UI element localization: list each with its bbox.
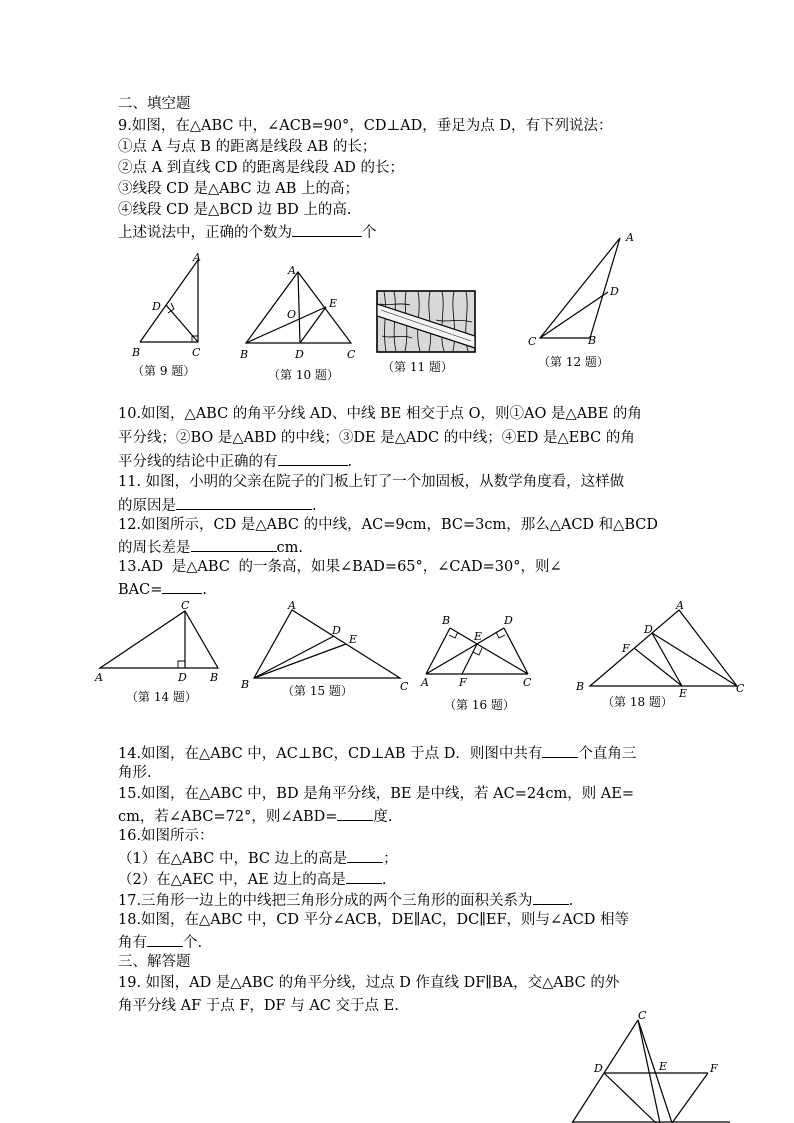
fig10-label-d: D — [295, 348, 304, 361]
fig9-label-c: C — [192, 346, 201, 359]
q16-part2-end: . — [381, 872, 387, 888]
figure-16 — [418, 610, 543, 715]
q16-part2-blank[interactable] — [346, 868, 382, 884]
fig10-label-a: A — [288, 264, 296, 277]
q17-line-1 — [118, 889, 573, 911]
q11-line-1: 11. 如图，小明的父亲在院子的门板上钉了一个加固板，从数学角度看，这样做 — [118, 474, 625, 490]
fig18-caption: （第 18 题） — [602, 695, 673, 709]
q16-part1-end: ； — [383, 851, 398, 867]
fig12-label-c: C — [528, 335, 537, 348]
fig10-label-o: O — [287, 308, 297, 321]
q9-statement-4: ④线段 CD 是△BCD 边 BD 上的高. — [118, 202, 352, 218]
q16-part1-text: （1）在△ABC 中，BC 边上的高是 — [118, 851, 348, 867]
fig10-label-b: B — [240, 348, 249, 361]
fig18-label-f: F — [622, 642, 630, 655]
fig15-label-a: A — [288, 599, 296, 612]
q18-text: 角有 — [118, 935, 147, 951]
figure-14 — [92, 598, 232, 710]
q12-answer-blank[interactable] — [191, 536, 277, 552]
q13-text: BAC= — [118, 582, 163, 598]
q12-line-2 — [118, 536, 303, 558]
fig14-label-a: A — [95, 671, 103, 684]
fig18-label-e: E — [679, 687, 688, 700]
fig16-label-d: D — [504, 614, 513, 627]
q13-end: . — [202, 582, 207, 598]
figure-18 — [572, 598, 752, 713]
q16-line-2 — [118, 847, 398, 869]
figure-15 — [240, 598, 415, 703]
fig9-caption: （第 9 题） — [132, 364, 196, 378]
q14-answer-blank[interactable] — [542, 742, 578, 758]
figure-12 — [522, 228, 647, 378]
q18-end: 个. — [183, 935, 203, 951]
q13-line-2 — [118, 578, 207, 600]
q9-stem: 9.如图，在△ABC 中，∠ACB=90°，CD⊥AD，垂足为点 D，有下列说法： — [118, 118, 613, 134]
fig18-label-b: B — [576, 680, 585, 693]
section-answer-heading: 三、解答题 — [118, 954, 191, 970]
fig12-label-a: A — [626, 231, 634, 244]
q11-text: 的原因是 — [118, 498, 176, 514]
fig12-label-b: B — [588, 334, 597, 347]
fig10-label-e: E — [329, 297, 338, 310]
q14-text-end: 个直角三 — [578, 746, 637, 762]
q10-line-2: 平分线；②BO 是△ABD 的中线；③DE 是△ADC 的中线；④ED 是△EBC 的角 — [118, 430, 635, 446]
fig19-label-c: C — [638, 1009, 647, 1022]
fig15-label-b: B — [241, 678, 250, 691]
fig9-label-a: A — [193, 251, 201, 264]
fig14-label-b: B — [210, 671, 219, 684]
fig19-label-d: D — [594, 1062, 603, 1075]
figure-19 — [570, 1008, 754, 1123]
q11-line-2 — [118, 494, 317, 516]
q16-part1-blank[interactable] — [347, 847, 383, 863]
fig15-label-c: C — [400, 680, 409, 693]
q9-statement-2: ②点 A 到直线 CD 的距离是线段 AD 的长； — [118, 160, 404, 176]
q16-line-1: 16.如图所示： — [118, 828, 214, 844]
q14-text: 14.如图，在△ABC 中，AC⊥BC，CD⊥AB 于点 D．则图中共有 — [118, 746, 543, 762]
fig14-label-d: D — [178, 671, 187, 684]
q9-answer-blank[interactable] — [292, 221, 362, 237]
q10-text: 平分线的结论中正确的有 — [118, 454, 278, 470]
q10-line-1: 10.如图，△ABC 的角平分线 AD、中线 BE 相交于点 O，则①AO 是△ABE 的角 — [118, 406, 642, 422]
q18-answer-blank[interactable] — [147, 931, 183, 947]
q13-line-1: 13.AD 是△ABC 的一条高，如果∠BAD=65°，∠CAD=30°，则∠ — [118, 559, 562, 575]
figure-10 — [236, 260, 366, 385]
fig16-caption: （第 16 题） — [444, 698, 515, 712]
fig16-label-b: B — [442, 614, 451, 627]
q13-answer-blank[interactable] — [162, 578, 202, 594]
q16-line-3 — [118, 868, 386, 890]
q19-line-1: 19. 如图，AD 是△ABC 的角平分线，过点 D 作直线 DF∥BA，交△ABC 的外 — [118, 975, 620, 991]
q17-text: 17.三角形一边上的中线把三角形分成的两个三角形的面积关系为 — [118, 893, 533, 909]
q14-line-2: 角形. — [118, 765, 152, 781]
fig18-label-a: A — [676, 599, 684, 612]
fig10-caption: （第 10 题） — [268, 368, 339, 382]
fig18-label-c: C — [736, 682, 745, 695]
q16-part2-text: （2）在△AEC 中，AE 边上的高是 — [118, 872, 346, 888]
q18-line-2 — [118, 931, 202, 953]
q15-end: 度. — [373, 809, 393, 825]
section-fill-blank-heading: 二、填空题 — [118, 96, 191, 112]
fig14-label-c: C — [181, 599, 190, 612]
q14-line-1 — [118, 742, 636, 764]
fig16-label-e: E — [474, 630, 483, 643]
q9-statement-3: ③线段 CD 是△ABC 边 AB 上的高； — [118, 181, 360, 197]
fig15-caption: （第 15 题） — [282, 684, 353, 698]
q10-line-3 — [118, 450, 352, 472]
q17-answer-blank[interactable] — [533, 889, 569, 905]
q12-end: cm. — [276, 540, 303, 556]
fig16-label-c: C — [523, 676, 532, 689]
fig12-caption: （第 12 题） — [538, 355, 609, 369]
q9-ask: 上述说法中，正确的个数为 — [118, 225, 292, 241]
fig10-label-c: C — [347, 348, 356, 361]
q11-answer-blank[interactable] — [176, 494, 312, 510]
q9-unit: 个 — [362, 225, 377, 241]
fig18-label-d: D — [644, 623, 653, 636]
q15-line-1: 15.如图，在△ABC 中，BD 是角平分线，BE 是中线，若 AC=24cm，则 AE= — [118, 786, 635, 802]
fig16-label-f: F — [459, 676, 467, 689]
q9-statement-1: ①点 A 与点 B 的距离是线段 AB 的长； — [118, 139, 377, 155]
q15-text: cm，若∠ABC=72°，则∠ABD= — [118, 809, 338, 825]
q10-end: . — [347, 454, 353, 470]
figure-11 — [376, 290, 480, 378]
q12-text: 的周长差是 — [118, 540, 191, 556]
fig11-caption: （第 11 题） — [382, 360, 453, 374]
figure-9 — [128, 248, 218, 383]
q17-end: . — [568, 893, 574, 909]
q18-line-1: 18.如图，在△ABC 中，CD 平分∠ACB，DE∥AC，DC∥EF，则与∠ACD 相等 — [118, 912, 629, 928]
fig15-label-d: D — [332, 624, 341, 637]
fig12-label-d: D — [610, 285, 619, 298]
fig9-label-b: B — [132, 346, 141, 359]
q9-question — [118, 221, 377, 243]
q12-line-1: 12.如图所示，CD 是△ABC 的中线，AC=9cm，BC=3cm，那么△ACD 和△BCD — [118, 517, 658, 533]
q10-answer-blank[interactable] — [278, 450, 348, 466]
q11-end: . — [312, 498, 317, 514]
q19-line-2: 角平分线 AF 于点 F，DF 与 AC 交于点 E. — [118, 998, 399, 1014]
q15-line-2 — [118, 805, 393, 827]
fig14-caption: （第 14 题） — [126, 690, 197, 704]
fig15-label-e: E — [349, 633, 358, 646]
fig19-label-f: F — [710, 1062, 718, 1075]
figure-19-diagram — [570, 1008, 754, 1123]
fig16-label-a: A — [421, 676, 429, 689]
fig9-label-d: D — [152, 300, 161, 313]
fig19-label-e: E — [659, 1060, 668, 1073]
q15-answer-blank[interactable] — [337, 805, 373, 821]
